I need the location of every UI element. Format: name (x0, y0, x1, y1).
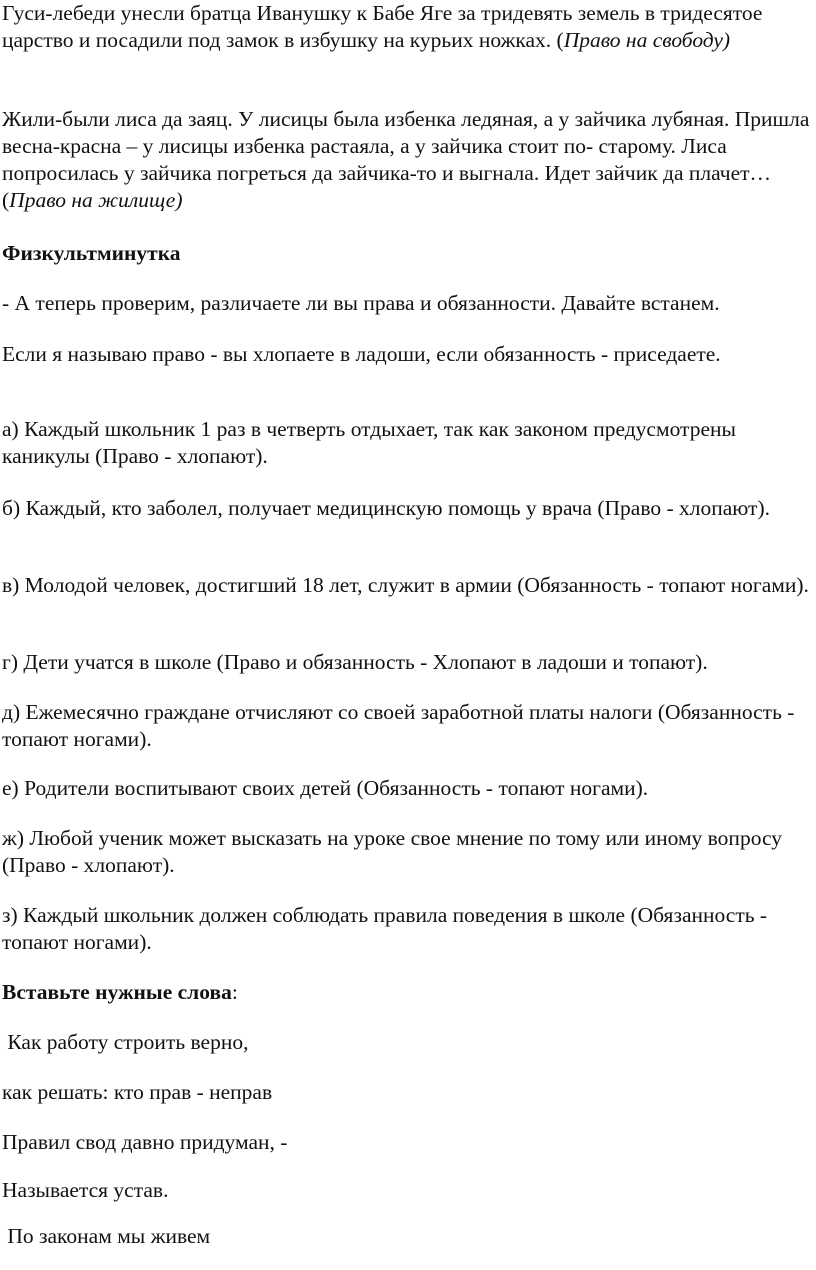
paragraph-fox-and-hare: Жили-были лиса да заяц. У лисицы была избенка ледяная, а у зайчика лубяная. Пришла весна-красна – у лисицы избенка растаяла, а у зайчика стоит по- старому. Лиса попросилась у зайчика погреться да зайчика-то и выгнала. Идет зайчик да плачет… (Право на жилище) (2, 107, 810, 212)
list-item-z: з) Каждый школьник должен соблюдать правила поведения в школе (Обязанность - топают ногами). (2, 903, 768, 954)
poem-line-5: По законам мы живем (2, 1224, 211, 1248)
intro-line-1: - А теперь проверим, различаете ли вы права и обязанности. Давайте встанем. (2, 291, 720, 315)
list-item-v: в) Молодой человек, достигший 18 лет, служит в армии (Обязанность - топают ногами). (2, 573, 809, 597)
poem-line-3: Правил свод давно придуман, - (2, 1130, 288, 1154)
list-item-zh: ж) Любой ученик может высказать на уроке свое мнение по тому или иному вопросу (Право - хлопают). (2, 826, 782, 877)
heading-fizkultminutka: Физкультминутка (2, 241, 181, 265)
poem-line-2: как решать: кто прав - неправ (2, 1080, 273, 1104)
poem-line-4: Называется устав. (2, 1178, 169, 1202)
paragraph-geese-swans: Гуси-лебеди унесли братца Иванушку к Бабе Яге за тридевять земель в тридесятое царство и посадили под замок в избушку на курьих ножках. (Право на свободу) (2, 1, 763, 52)
list-item-d: д) Ежемесячно граждане отчисляют со своей заработной платы налоги (Обязанность - топают ногами). (2, 700, 795, 751)
list-item-b: б) Каждый, кто заболел, получает медицинскую помощь у врача (Право - хлопают). (2, 496, 770, 520)
heading-insert-words: Вставьте нужные слова: (2, 980, 238, 1004)
poem-line-1: Как работу строить верно, (2, 1030, 249, 1054)
list-item-g: г) Дети учатся в школе (Право и обязанность - Хлопают в ладоши и топают). (2, 650, 708, 674)
list-item-e: е) Родители воспитывают своих детей (Обязанность - топают ногами). (2, 776, 649, 800)
intro-line-2: Если я называю право - вы хлопаете в ладоши, если обязанность - приседаете. (2, 342, 721, 366)
right-to-housing-note: Право на жилище) (9, 188, 183, 212)
right-to-freedom-note: Право на свободу) (563, 28, 731, 52)
list-item-a: а) Каждый школьник 1 раз в четверть отдыхает, так как законом предусмотрены каникулы (Право - хлопают). (2, 417, 736, 468)
